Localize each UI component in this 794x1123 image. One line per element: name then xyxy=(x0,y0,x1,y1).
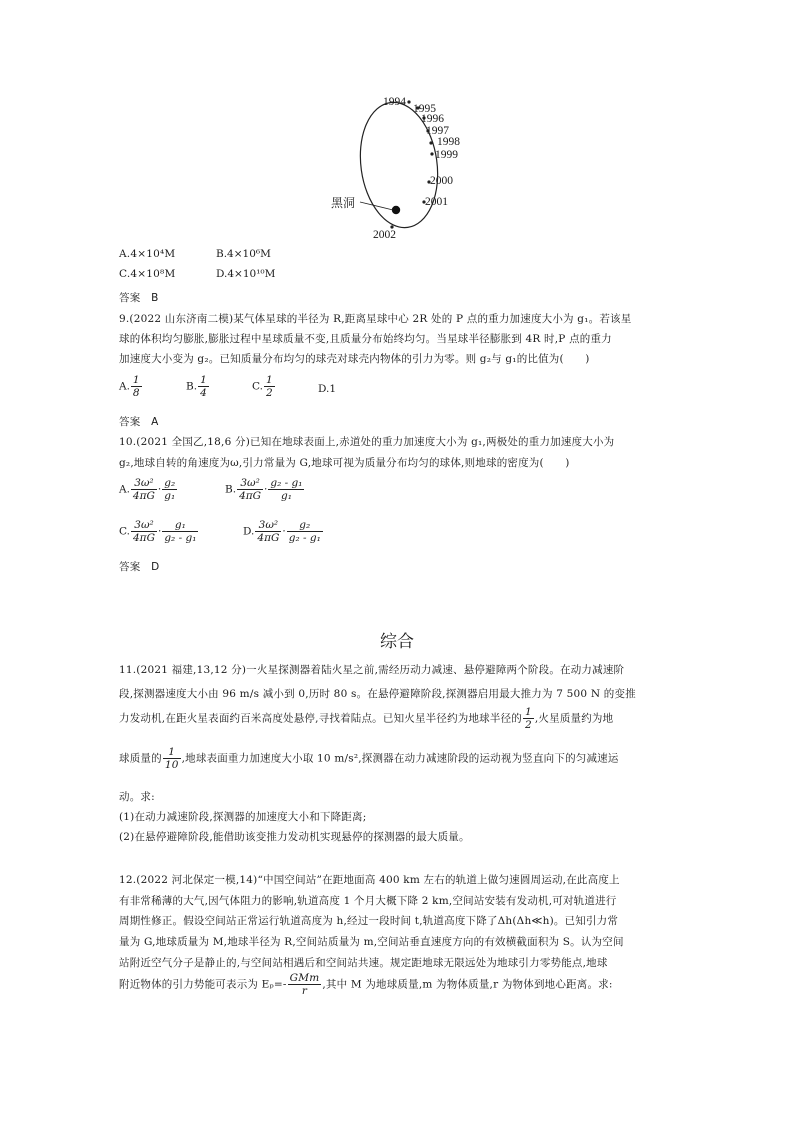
q10-d-coef-den: 4πG xyxy=(257,532,280,544)
q9-line-3: 加速度大小变为 g₂。已知质量分布均匀的球壳对球壳内物体的引力为零。则 g₂与 g₁的比值为( ) xyxy=(119,353,590,365)
q10-option-a xyxy=(119,477,178,502)
orbit-figure xyxy=(325,90,465,250)
q10-b-den: g₁ xyxy=(280,490,292,502)
q9-line-1: 9.(2022 山东济南二模)某气体星球的半径为 R,距离星球中心 2R 处的 P 点的重力加速度大小为 g₁。若该星 xyxy=(119,313,632,325)
year-label-2001: 2001 xyxy=(425,196,448,208)
q11-line-2: 段,探测器速度大小由 96 m/s 减小到 0,历时 80 s。在悬停避障阶段,探测器启用最大推力为 7 500 N 的变推 xyxy=(119,688,636,700)
q8-option-c: C.4×10⁸M xyxy=(119,268,176,280)
q11-frac-tenth-num: 1 xyxy=(163,746,181,759)
q11-line-3-a: 力发动机,在距火星表面约百米高度处悬停,寻找着陆点。已知火星半径约为地球半径的 xyxy=(119,712,522,725)
q10-b-num: g₂ - g₁ xyxy=(270,477,303,489)
q11-line-3-b: ,火星质量约为地 xyxy=(534,712,614,725)
q11-line-4-a: 球质量的 xyxy=(119,752,162,765)
q10-option-c-label: C. xyxy=(119,525,130,538)
q9-option-c xyxy=(252,374,276,399)
q8-option-d: D.4×10¹⁰M xyxy=(216,268,276,280)
q10-c-den: g₂ - g₁ xyxy=(164,532,197,544)
year-label-1995: 1995 xyxy=(413,103,436,115)
q10-option-c xyxy=(119,519,199,544)
q9-option-b xyxy=(186,374,210,399)
q10-line-1: 10.(2021 全国乙,18,6 分)已知在地球表面上,赤道处的重力加速度大小为 g₁,两极处的重力加速度大小为 xyxy=(119,436,615,448)
q11-line-3 xyxy=(119,706,613,731)
q11-subquestion-2: (2)在悬停避障阶段,能借助该变推力发动机实现悬停的探测器的最大质量。 xyxy=(119,831,470,843)
q12-line-6 xyxy=(119,972,613,997)
black-hole-pointer xyxy=(360,202,393,210)
year-label-1998: 1998 xyxy=(437,136,460,148)
q10-c-dot: · xyxy=(157,525,162,538)
q9-option-b-label: B. xyxy=(186,380,198,393)
q10-a-coef-num: 3ω² xyxy=(131,477,157,490)
q10-option-b xyxy=(225,477,305,502)
q12-potential-num: GMm xyxy=(289,972,320,984)
black-hole-dot xyxy=(392,206,400,214)
q12-line-3: 周期性修正。假设空间站正常运行轨道高度为 h,经过一段时间 t,轨道高度下降了Δh(Δh≪h)。已知引力常 xyxy=(119,915,619,927)
q12-line-6-b: ,其中 M 为地球质量,m 为物体质量,r 为物体到地心距离。求: xyxy=(322,978,613,991)
q10-answer: 答案 D xyxy=(119,561,160,573)
q11-line-4-b: ,地球表面重力加速度大小取 10 m/s²,探测器在动力减速阶段的运动视为竖直向下的匀减速运 xyxy=(181,752,619,765)
q11-line-5: 动。求: xyxy=(119,791,155,803)
q9-b-den: 4 xyxy=(200,387,207,399)
q8-option-a: A.4×10⁴M xyxy=(119,248,176,260)
q10-line-2: g₂,地球自转的角速度为ω,引力常量为 G,地球可视为质量分布均匀的球体,则地球的密度为( ) xyxy=(119,457,570,469)
q10-c-coef-den: 4πG xyxy=(133,532,155,544)
q10-d-coef-num: 3ω² xyxy=(255,519,281,532)
year-label-1999: 1999 xyxy=(435,149,458,161)
star-pos-1994 xyxy=(407,100,410,103)
q10-b-coef-den: 4πG xyxy=(239,490,262,502)
q10-c-num: g₁ xyxy=(162,519,198,532)
q9-option-d: D.1 xyxy=(318,383,337,395)
q9-a-den: 8 xyxy=(132,387,140,399)
star-pos-1998 xyxy=(429,141,432,144)
q10-a-dot: · xyxy=(157,483,162,496)
q11-frac-tenth-den: 10 xyxy=(164,759,179,771)
q10-option-d xyxy=(243,519,324,544)
q11-line-1: 11.(2021 福建,13,12 分)一火星探测器着陆火星之前,需经历动力减速、悬停避障两个阶段。在动力减速阶 xyxy=(119,664,625,676)
q12-potential-den: r xyxy=(301,985,308,997)
year-label-1996: 1996 xyxy=(421,113,444,125)
year-label-1994: 1994 xyxy=(383,96,406,108)
q10-b-dot: · xyxy=(264,483,268,496)
q10-option-b-label: B. xyxy=(225,483,237,496)
q10-d-den: g₂ - g₁ xyxy=(288,532,321,544)
q9-option-a-label: A. xyxy=(119,380,130,393)
q9-answer: 答案 A xyxy=(119,416,159,428)
section-title: 综合 xyxy=(380,632,414,652)
q12-line-4: 量为 G,地球质量为 M,地球半径为 R,空间站质量为 m,空间站垂直速度方向的有效横截面积为 S。认为空间 xyxy=(119,936,624,948)
q9-line-2: 球的体积均匀膨胀,膨胀过程中星球质量不变,且质量分布始终均匀。当星球半径膨胀到 4R 时,P 点的重力 xyxy=(119,333,612,345)
q11-subquestion-1: (1)在动力减速阶段,探测器的加速度大小和下降距离; xyxy=(119,811,367,823)
q11-line-4 xyxy=(119,746,619,771)
q9-option-c-label: C. xyxy=(252,380,263,393)
year-label-2002: 2002 xyxy=(373,229,396,241)
q10-a-den: g₁ xyxy=(164,490,176,502)
q10-d-dot: · xyxy=(282,525,286,538)
q8-answer: 答案 B xyxy=(119,292,159,304)
q9-c-den: 2 xyxy=(266,387,273,399)
q10-option-d-label: D. xyxy=(243,525,255,538)
q12-line-2: 有非常稀薄的大气,因气体阻力的影响,轨道高度 1 个月大概下降 2 km,空间站安装有发动机,可对轨道进行 xyxy=(119,895,617,907)
q12-line-5: 站附近空气分子是静止的,与空间站相遇后和空间站共速。规定距地球无限远处为地球引力零势能点,地球 xyxy=(119,957,608,969)
q12-line-1: 12.(2022 河北保定一模,14)“中国空间站”在距地面高 400 km 左右的轨道上做匀速圆周运动,在此高度上 xyxy=(119,874,620,886)
black-hole-label: 黑洞 xyxy=(331,196,356,210)
q11-frac-half-den: 2 xyxy=(524,719,532,731)
q10-a-coef-den: 4πG xyxy=(132,490,155,502)
q10-a-num: g₂ xyxy=(164,477,176,489)
q9-b-num: 1 xyxy=(200,374,207,386)
q12-line-6-a: 附近物体的引力势能可表示为 Eₚ=- xyxy=(119,978,287,991)
q10-d-num: g₂ xyxy=(287,519,323,532)
q11-frac-half-num: 1 xyxy=(524,706,532,718)
q8-option-b: B.4×10⁶M xyxy=(216,248,271,260)
year-label-1997: 1997 xyxy=(426,125,449,137)
star-pos-1999 xyxy=(430,152,433,155)
q10-b-coef-num: 3ω² xyxy=(237,477,263,490)
year-label-2000: 2000 xyxy=(430,175,453,187)
q9-c-num: 1 xyxy=(266,374,273,386)
q10-c-coef-num: 3ω² xyxy=(131,519,157,532)
q10-option-a-label: A. xyxy=(119,483,130,496)
q9-option-a xyxy=(119,374,143,399)
q9-a-num: 1 xyxy=(132,374,140,386)
